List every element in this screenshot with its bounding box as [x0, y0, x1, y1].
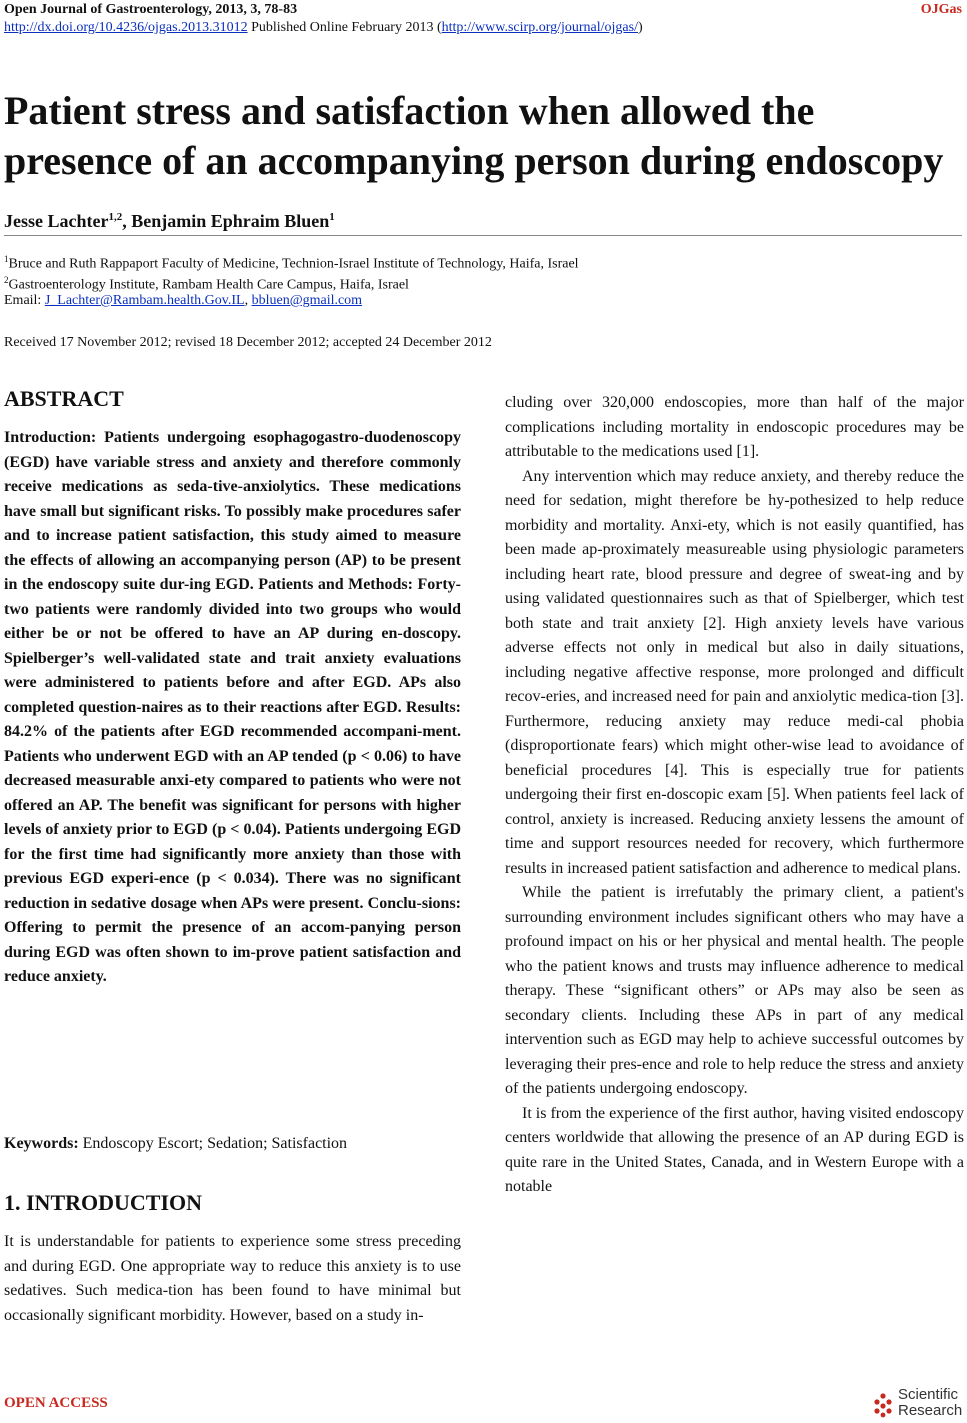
abstract-heading: ABSTRACT: [4, 386, 124, 411]
logo-wordmark: [898, 1387, 962, 1419]
author-1-sup: 1,2: [108, 211, 123, 223]
scientific-research-logo: [872, 1386, 964, 1420]
email-sep: ,: [244, 293, 252, 308]
logo-line-1: Scientific: [898, 1386, 959, 1403]
affiliation-1-text: Bruce and Ruth Rappaport Faculty of Medicine, Technion-Israel Institute of Technology, Haifa, Israel: [8, 256, 579, 272]
doi-line: [4, 19, 643, 37]
email-line: [4, 291, 362, 310]
keywords: [4, 1132, 347, 1156]
author-line: [4, 205, 335, 233]
paper-title: Patient stress and satisfaction when allowed the presence of an accompanying person during endoscopy: [4, 88, 944, 183]
email-label: Email:: [4, 293, 45, 308]
journal-abbrev: OJGas: [920, 2, 962, 17]
affiliation-2-text: Gastroenterology Institute, Rambam Health Care Campus, Haifa, Israel: [8, 277, 409, 293]
introduction-heading: 1. INTRODUCTION: [4, 1190, 203, 1215]
right-column: [505, 391, 964, 1200]
abstract-text: Introduction: Patients undergoing esophagogastro-duodenoscopy (EGD) have variable stress and anxiety and therefore commonly receive medications as seda-tive-anxiolytics. These medications have small but significant risks. To possibly make procedures safer and to increase patient satisfaction, this study aimed to measure the effects of allowing an accompanying person (AP) to be present in the endoscopy suite dur-ing EGD. Patients and Methods: Forty-two patients were randomly divided into two groups who would either be or not be offered to have an AP during en-doscopy. Spielberger’s well-validated state and trait anxiety evaluations were administered to patients before and after EGD. APs also completed question-naires as to their reactions after EGD. Results: 84.2% of the patients after EGD recommended accompani-ment. Patients who underwent EGD with an AP tended (p < 0.06) to have decreased measurable anxi-ety compared to patients who were not offered an AP. The benefit was significant for persons with higher levels of anxiety prior to EGD (p < 0.04). Patients undergoing EGD for the first time had significantly more anxiety than those with previous EGD experi-ence (p < 0.034). There was no significant reduction in sedative dosage when APs were present. Conclu-sions: Offering to permit the presence of an accom-panying person during EGD was often shown to im-prove patient satisfaction and reduce anxiety.: [4, 429, 461, 985]
email-link-1[interactable]: J_Lachter@Rambam.health.Gov.IL: [44, 293, 245, 308]
received-dates: Received 17 November 2012; revised 18 December 2012; accepted 24 December 2012: [4, 335, 492, 350]
right-paragraph-4: It is from the experience of the first author, having visited endoscopy centers worldwide that allowing the presence of an AP during EGD is quite rare in the United States, Canada, and in Western Europe with a notable: [505, 1104, 964, 1195]
journal-link[interactable]: http://www.scirp.org/journal/ojgas/: [441, 20, 638, 35]
running-header: [4, 1, 962, 19]
logo-line-2: Research: [898, 1402, 963, 1419]
author-1: Jesse Lachter: [4, 211, 109, 231]
author-sep: ,: [122, 211, 132, 231]
close-paren: ): [637, 20, 643, 35]
open-access-label: OPEN ACCESS: [4, 1395, 108, 1411]
header-divider: [4, 235, 962, 236]
doi-link[interactable]: http://dx.doi.org/10.4236/ojgas.2013.31012: [4, 20, 248, 35]
author-2-sup: 1: [329, 211, 335, 223]
affiliation-1-sup: 1: [4, 254, 9, 264]
publisher-logo-icon: [872, 1392, 894, 1418]
journal-citation: Open Journal of Gastroenterology, 2013, 3, 78-83: [4, 2, 298, 17]
email-link-2[interactable]: bbluen@gmail.com: [251, 293, 363, 308]
keywords-text: Endoscopy Escort; Sedation; Satisfaction: [78, 1135, 348, 1152]
right-paragraph-2: Any intervention which may reduce anxiety, and thereby reduce the need for sedation, might therefore be hy-pothesized to help reduce morbidity and mortality. Anxi-ety, which is not easily quantified, has been made ap-proximately measureable using physiologic parameters including heart rate, blood pressure and degree of sweat-ing and by using validated questionnaires such as that of Spielberger, which test both state and trait anxiety [2]. High anxiety levels have various adverse effects not only in medical but also in daily situations, including negative affective response, more prolonged and difficult recov-eries, and increased need for pain and anxiolytic medica-tion [3]. Furthermore, reducing anxiety may reduce medi-cal phobia (disproportionate fears) which might other-wise lead to avoidance of beneficial procedures [4]. This is especially true for patients undergoing their first en-doscopic exam [5]. When patients feel lack of control, anxiety is increased. Reducing anxiety lessens the amount of time and support resources needed for recovery, which furthermore results in increased patient satisfaction and adherence to medical plans.: [505, 467, 964, 877]
author-2: Benjamin Ephraim Bluen: [131, 211, 330, 231]
affiliation-2-sup: 2: [4, 275, 9, 285]
published-text: Published Online February 2013 (: [247, 20, 442, 35]
keywords-label: Keywords:: [4, 1135, 79, 1152]
introduction-paragraph-1: It is understandable for patients to experience some stress preceding and during EGD. One appropriate way to reduce this anxiety is to use sedatives. Such medica-tion has been found to have minimal but occasionally significant morbidity. However, based on a study in-: [4, 1233, 461, 1324]
right-paragraph-3: While the patient is irrefutably the primary client, a patient's surrounding environment includes significant others who may have a profound impact on his or her physical and mental health. The people who the patient knows and trusts may influence adherence to medical therapy. These “significant others” or APs may also be seen as secondary clients. Including these APs in part of any medical intervention such as EGD may help to achieve successful outcomes by leveraging their pres-ence and role to help reduce the stress and anxiety of the patients undergoing endoscopy.: [505, 884, 964, 1097]
right-paragraph-1: cluding over 320,000 endoscopies, more than half of the major complications including mortality in endoscopic procedures may be attributable to the medications used [1].: [505, 394, 964, 460]
